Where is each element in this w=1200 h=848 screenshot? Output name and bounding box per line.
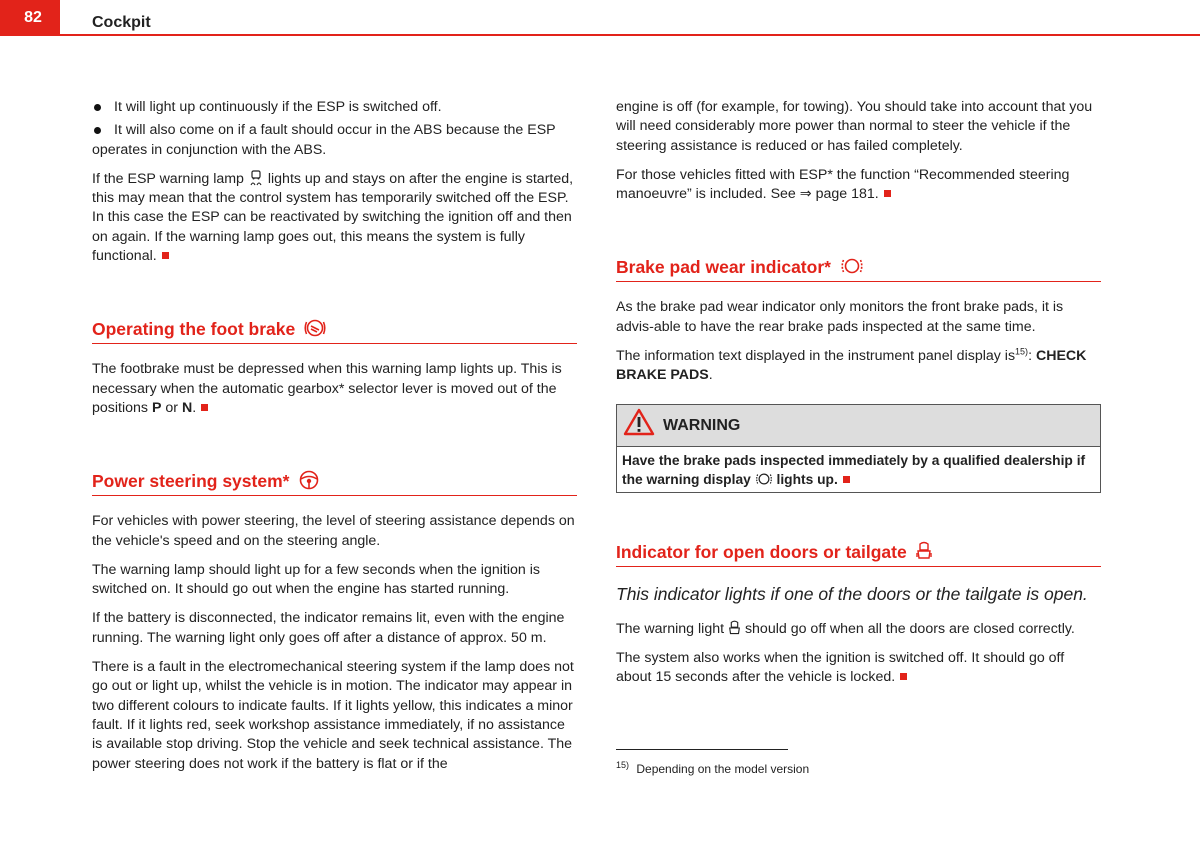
warning-title: WARNING: [663, 416, 741, 434]
header-rule: [60, 34, 1200, 36]
esp-vehicles-paragraph: [616, 166, 1101, 205]
steering-paragraph-4: There is a fault in the electromechanical steering system if the lamp does not go out or light up, whilst the vehicle is in motion. The indicator may appear in two different colours to indicate faults. If it lights yellow, this indicates a minor fault. If it lights red, seek workshop assistance immediately, if no assistance is available stop driving. Stop the vehicle and seek technical assistance. The power steering does not work if the battery is flat or if the: [92, 659, 574, 772]
brake-pad-text: The information text displayed in the instrument panel display is: [616, 348, 1016, 365]
open-door-icon: [728, 620, 741, 636]
heading-text: Power steering system*: [92, 471, 290, 492]
footnote-marker: 15): [616, 760, 630, 770]
footnote-text: Depending on the model version: [636, 762, 810, 776]
esp-paragraph: [92, 170, 577, 266]
doors-text: The warning light: [616, 620, 725, 637]
steering-wheel-icon: [298, 470, 320, 490]
foot-brake-or: or: [165, 399, 178, 416]
foot-brake-paragraph: [92, 360, 577, 418]
heading-text: Brake pad wear indicator*: [616, 257, 831, 278]
doors-paragraph-1: [616, 620, 1101, 639]
page-number: 82: [0, 0, 60, 36]
heading-text: Indicator for open doors or tailgate: [616, 541, 907, 562]
footnote-rule: [616, 749, 788, 750]
doors-text-end: should go off when all the doors are closed correctly.: [744, 620, 1075, 637]
gear-P: P: [151, 399, 162, 416]
chapter-title: Cockpit: [92, 14, 151, 31]
bullet-text: It will light up continuously if the ESP is switched off.: [114, 99, 442, 115]
brake-pad-heading: [616, 256, 1101, 282]
foot-brake-heading: [92, 318, 577, 344]
power-steering-heading: [92, 470, 577, 496]
page-header: [0, 0, 1200, 38]
brake-pad-dot: .: [708, 367, 713, 384]
left-column: [92, 98, 577, 784]
end-of-section-square: [201, 404, 208, 411]
end-of-section-square: [900, 673, 907, 680]
steering-paragraph-3: If the battery is disconnected, the indicator remains lit, even with the engine running. The warning light only goes off after a distance of approx. 50 m.: [92, 610, 565, 646]
open-door-icon: [916, 541, 932, 561]
brake-pad-paragraph-2: [616, 347, 1101, 386]
esp-vehicles-text: For those vehicles fitted with ESP* the function “Recommended steering manoeuvre” is included. See ⇒ page 181.: [616, 166, 1070, 203]
brake-pad-icon: [840, 256, 864, 276]
warning-text-end: lights up.: [776, 471, 838, 487]
footnote: [616, 761, 809, 777]
esp-para-start: If the ESP warning lamp: [92, 170, 244, 187]
esp-skid-icon: [248, 170, 264, 186]
doors-text-2: The system also works when the ignition is switched off. It should go off about 15 seconds after the vehicle is locked.: [616, 649, 1065, 686]
bullet-item: [92, 121, 577, 160]
warning-body: [617, 447, 1100, 492]
check-brake-pads-text: CHECK BRAKE PADS: [616, 348, 1087, 384]
heading-text: Operating the foot brake: [92, 319, 296, 340]
foot-brake-icon: [304, 318, 326, 338]
gear-N: N: [181, 399, 193, 416]
warning-triangle-icon: [623, 408, 655, 442]
steering-paragraph-1: For vehicles with power steering, the level of steering assistance depends on the vehicle's speed and on the steering angle.: [92, 513, 575, 549]
brake-pad-icon: [755, 471, 773, 487]
bullet-text: It will also come on if a fault should occur in the ABS because the ESP operates in conjunction with the ABS.: [92, 122, 556, 158]
end-of-section-square: [884, 190, 891, 197]
brake-pad-paragraph-1: As the brake pad wear indicator only monitors the front brake pads, it is advis-able to have the rear brake pads inspected at the same time.: [616, 299, 1064, 335]
end-of-section-square: [843, 476, 850, 483]
right-column: [616, 98, 1101, 698]
footnote-reference: 15): [1015, 346, 1029, 357]
brake-pad-colon: :: [1028, 348, 1033, 365]
bullet-item: [92, 98, 577, 117]
continued-paragraph: engine is off (for example, for towing). You should take into account that you will need considerably more power than normal to steer the vehicle if the steering assistance is reduced or has failed completely.: [616, 99, 1093, 154]
doors-paragraph-2: [616, 649, 1101, 688]
warning-header: [617, 405, 1100, 447]
foot-brake-text: The footbrake must be depressed when this warning lamp lights up. This is necessary when the automatic gearbox* selector lever is moved out of the positions: [92, 361, 562, 416]
warning-box: [616, 404, 1101, 493]
end-of-section-square: [162, 252, 169, 259]
esp-para-end: lights up and stays on after the engine is started, this may mean that the control system has temporarily switched off the ESP. In this case the ESP can be reactivated by switching the ignition off and then on again. If the warning lamp goes out, this means the system is fully functional.: [92, 170, 574, 265]
steering-paragraph-2: The warning lamp should light up for a few seconds when the ignition is switched on. It should go out when the engine has started running.: [92, 561, 540, 598]
warning-text: Have the brake pads inspected immediately by a qualified dealership if the warning display: [622, 452, 1086, 487]
doors-lead: This indicator lights if one of the doors or the tailgate is open.: [616, 583, 1088, 604]
doors-heading: [616, 541, 1101, 567]
foot-brake-dot: .: [192, 399, 197, 416]
